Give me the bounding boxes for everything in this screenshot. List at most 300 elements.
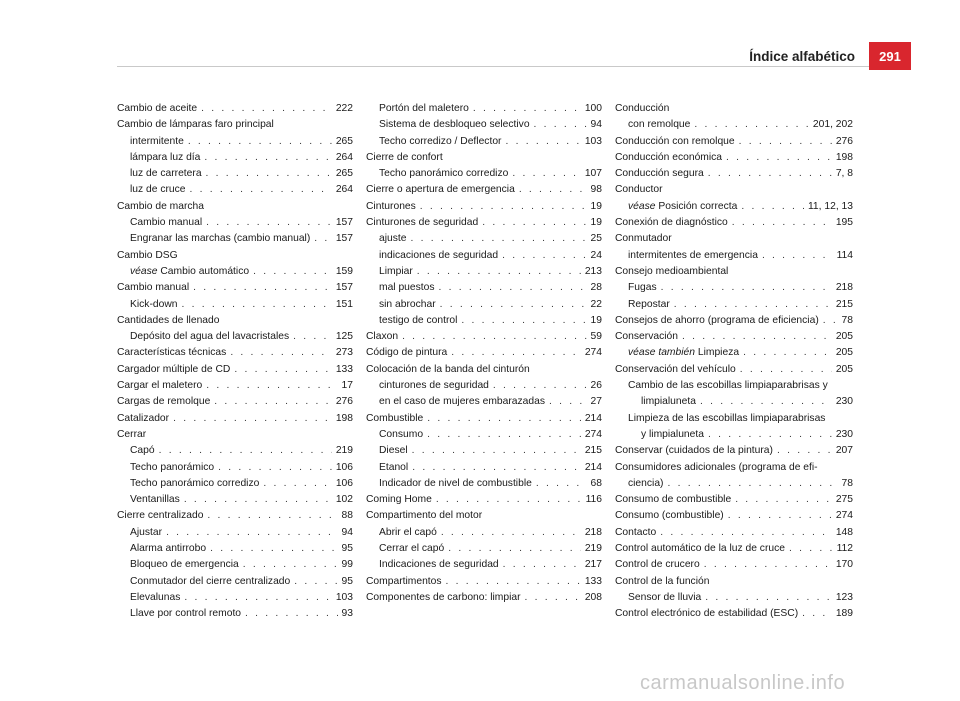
index-entry-label [379,460,408,476]
index-entry [117,362,353,378]
index-entry-label [628,199,737,215]
index-entry-label [615,134,735,150]
index-entry-text: Conexión de diagnóstico [615,217,728,229]
index-page-number: 276 [335,396,353,408]
leader-dots [777,443,832,459]
index-entry-label [615,525,656,541]
leader-dots [682,329,832,345]
index-entry [615,329,853,345]
index-entry-label [628,345,739,361]
index-entry-label [615,231,672,247]
index-page-number: 11, 12, 13 [807,200,853,212]
index-page-number: 208 [584,591,602,603]
index-entry-label [130,460,214,476]
index-page-number: 106 [335,477,353,489]
index-page-number: 103 [335,591,353,603]
leader-dots [207,508,337,524]
index-entry-text: Etanol [379,461,409,473]
leader-dots [206,378,337,394]
index-entry-text: Catalizador [117,412,170,424]
leader-dots [436,492,582,508]
index-entry [366,443,602,459]
index-entry-label [628,411,825,427]
index-entry-label [117,508,203,524]
leader-dots [519,182,587,198]
index-entry [117,182,353,198]
leader-dots [503,557,581,573]
index-page-number: 198 [835,151,853,163]
index-entry [366,557,602,573]
see-reference: véase [628,200,656,212]
index-entry [117,117,353,133]
index-entry-label [615,492,731,508]
index-page-number: 133 [335,363,353,375]
index-page-number: 218 [584,526,602,538]
index-page-number: 205 [835,331,853,343]
leader-dots [417,264,581,280]
leader-dots [206,215,332,231]
index-entry [117,460,353,476]
index-entry [366,427,602,443]
index-entry-text: Características técnicas [117,347,227,359]
see-reference: véase también [628,347,695,359]
index-entry-text: Kick-down [130,298,178,310]
index-entry [615,280,853,296]
index-entry [117,443,353,459]
index-page-number: 275 [835,494,853,506]
index-page-number: 106 [335,461,353,473]
index-entry-text: Consumidores adicionales (programa de efi- [615,461,818,473]
index-entry-text: Conservación [615,331,678,343]
index-entry-label [117,280,189,296]
index-entry-label [130,557,239,573]
index-entry-text: Cambio de las escobillas limpiaparabrisas y [628,380,828,392]
leader-dots [743,345,832,361]
index-entry-text: Compartimentos [366,575,442,587]
index-entry-text: Compartimento del motor [366,510,483,522]
leader-dots [243,557,338,573]
index-entry [615,248,853,264]
index-entry-text: Bloqueo de emergencia [130,559,239,571]
index-page-number: 189 [835,608,853,620]
index-entry-text: y limpialuneta [641,428,704,440]
index-page-number: 17 [341,380,353,392]
index-entry-label [628,476,663,492]
index-entry [117,606,353,622]
index-page-number: 215 [584,445,602,457]
index-entry-text: sin abrochar [379,298,436,310]
index-entry-text: limpialuneta [641,396,696,408]
index-entry-text: Cambio manual [130,217,203,229]
leader-dots [204,150,331,166]
index-entry-label [130,134,184,150]
leader-dots [201,101,332,117]
index-page-number: 59 [590,331,602,343]
index-entry-text: Cinturones [366,200,416,212]
index-entry-text: Repostar [628,298,670,310]
index-entry-text: Coming Home [366,494,432,506]
index-page-number: 274 [835,510,853,522]
index-entry-label [379,264,413,280]
index-entry-label [379,476,532,492]
leader-dots [440,297,587,313]
index-entry-text: ajuste [379,233,407,245]
index-page-number: 205 [835,347,853,359]
leader-dots [823,313,838,329]
index-entry-text: Sistema de desbloqueo selectivo [379,119,530,131]
leader-dots [184,492,332,508]
index-page-number: 114 [836,249,853,261]
index-entry-label [117,117,274,133]
index-entry-label [130,492,180,508]
index-entry-text: Cambio de lámparas faro principal [117,119,274,131]
index-entry [366,541,602,557]
index-entry-text: Consumo [379,428,424,440]
leader-dots [762,248,833,264]
leader-dots [293,329,332,345]
index-entry-text: Limpieza de las escobillas limpiaparabrisas [628,412,826,424]
index-entry [615,378,853,394]
index-entry-text: Elevalunas [130,591,181,603]
index-entry-text: Cierre o apertura de emergencia [366,184,515,196]
index-entry [615,574,853,590]
index-page-number: 78 [841,314,853,326]
index-entry-label [615,166,704,182]
index-page-number: 219 [335,445,353,457]
index-entry-text: Techo panorámico [130,461,215,473]
index-entry-label [379,557,499,573]
index-entry-text: Techo panorámico corredizo [130,477,260,489]
leader-dots [206,166,332,182]
index-entry-text: Cambio de aceite [117,103,198,114]
index-entry-label [130,150,200,166]
leader-dots [473,101,581,117]
index-entry [615,525,853,541]
index-entry-label [615,557,700,573]
index-entry-label [628,378,828,394]
leader-dots [427,427,581,443]
index-entry-label [379,541,444,557]
index-entry [117,329,353,345]
index-page-number: 94 [590,119,602,131]
index-entry [615,231,853,247]
index-entry-text: intermitente [130,135,184,147]
index-entry [366,508,602,524]
index-entry-label [379,248,498,264]
index-entry [117,199,353,215]
index-page-number: 213 [584,265,602,277]
leader-dots [427,411,581,427]
index-entry-label [628,248,758,264]
index-entry-label [117,411,169,427]
index-entry-label [366,215,478,231]
index-entry-label [117,313,219,329]
index-entry [117,378,353,394]
index-entry-text: Capó [130,445,155,457]
leader-dots [446,574,581,590]
index-page-number: 265 [335,135,353,147]
index-entry-label [641,427,704,443]
index-entry [117,508,353,524]
leader-dots [505,134,580,150]
index-entry-label [615,182,663,198]
index-entry [117,297,353,313]
index-entry [366,199,602,215]
index-entry-text: Combustible [366,412,424,424]
index-entry-text: Depósito del agua del lavacristales [130,331,290,343]
index-entry-label [379,525,437,541]
index-entry-text: Control electrónico de estabilidad (ESC) [615,608,799,620]
index-page-number: 214 [584,412,602,424]
index-entry [615,166,853,182]
leader-dots [482,215,586,231]
leader-dots [694,117,809,133]
index-entry-text: Ajustar [130,526,163,538]
leader-dots [661,280,832,296]
index-entry [117,248,353,264]
see-reference: véase [130,265,158,277]
index-entry-label [628,280,657,296]
index-entry-label [130,476,259,492]
index-entry-text: Claxon [366,331,399,343]
leader-dots [735,492,832,508]
index-entry [366,460,602,476]
leader-dots [448,541,581,557]
leader-dots [166,525,337,541]
index-entry-text: Cierre de confort [366,151,443,163]
index-entry [366,150,602,166]
leader-dots [412,460,581,476]
index-entry [615,427,853,443]
index-entry [615,411,853,427]
index-entry-text: Cerrar [117,428,147,440]
index-entry-text: Sensor de lluvia [628,591,702,603]
index-entry-text: en el caso de mujeres embarazadas [379,396,545,408]
index-page-number: 19 [590,200,602,212]
index-entry-label [117,394,210,410]
index-entry-label [130,525,162,541]
index-entry [366,329,602,345]
index-entry-text: Consejo medioambiental [615,265,729,277]
index-entry-label [117,199,204,215]
leader-dots [708,166,832,182]
index-entry [366,378,602,394]
index-entry-label [130,215,202,231]
leader-dots [184,590,331,606]
index-entry-text: Conducción económica [615,151,723,163]
index-entry-text: Consejos de ahorro (programa de eficiencia) [615,314,819,326]
index-entry [366,166,602,182]
index-entry-label [615,313,819,329]
index-page-number: 217 [584,559,602,571]
index-entry-text: Conducción [615,103,670,114]
leader-dots [451,345,581,361]
index-page-number: 148 [835,526,853,538]
index-entry-text: Conservación del vehículo [615,363,736,375]
index-entry-label [615,606,798,622]
page-number-tab: 291 [869,42,911,70]
index-entry-text: Consumo (combustible) [615,510,724,522]
index-entry [615,150,853,166]
index-entry-text: con remolque [628,119,691,131]
leader-dots [294,574,337,590]
index-page-number: 102 [335,494,353,506]
index-entry-label [379,394,545,410]
index-page-number: 218 [835,282,853,294]
index-entry [615,297,853,313]
index-page-number: 274 [584,347,602,359]
index-entry-text: Llave por control remoto [130,608,242,620]
index-entry [366,476,602,492]
index-entry-label [379,280,435,296]
index-entry [117,525,353,541]
leader-dots [536,476,587,492]
index-page-number: 125 [335,331,353,343]
index-page-number: 195 [835,217,853,229]
index-entry-text: luz de carretera [130,168,202,180]
index-page-number: 103 [584,135,602,147]
index-entry-label [130,231,310,247]
leader-dots [660,525,832,541]
index-entry-text: Cargas de remolque [117,396,211,408]
index-entry [366,134,602,150]
index-page-number: 19 [590,217,602,229]
index-entry-label [366,508,482,524]
index-page-number: 22 [590,298,602,310]
index-entry-text: testigo de control [379,314,458,326]
index-entry [366,264,602,280]
index-entry [615,101,853,117]
index-page-number: 264 [335,151,353,163]
index-entry-text: luz de cruce [130,184,186,196]
index-page-number: 68 [590,477,602,489]
index-entry-text: Cargador múltiple de CD [117,363,231,375]
index-entry-label [366,411,423,427]
leader-dots [700,394,832,410]
index-entry-label [628,590,701,606]
index-entry-text: Código de pintura [366,347,448,359]
index-page-number: 26 [590,380,602,392]
index-entry-label [130,329,289,345]
index-entry-text: Cambio manual [117,282,190,294]
index-page-number: 222 [335,103,353,114]
index-entry-label [641,394,696,410]
index-page-number: 207 [835,445,853,457]
index-entry-text: Posición correcta [658,200,738,212]
index-page-number: 151 [335,298,353,310]
leader-dots [789,541,833,557]
index-entry-label [130,182,186,198]
index-entry-label [615,541,785,557]
index-entry-text: Limpiar [379,265,413,277]
index-entry-label [379,443,408,459]
index-entry-label [130,574,290,590]
index-page-number: 214 [584,461,602,473]
index-entry [615,541,853,557]
index-entry-text: Colocación de la banda del cinturón [366,363,530,375]
index-entry [366,313,602,329]
index-entry [615,313,853,329]
index-entry-label [615,508,724,524]
index-page-number: 170 [835,559,853,571]
leader-dots [412,443,581,459]
index-entry-text: Diesel [379,445,408,457]
index-page-number: 28 [590,282,602,294]
leader-dots [667,476,837,492]
leader-dots [314,231,332,247]
index-entry-text: Portón del maletero [379,103,469,114]
leader-dots [741,199,804,215]
leader-dots [534,117,587,133]
index-entry-label [366,150,443,166]
index-page-number: 7, 8 [835,168,853,180]
index-entry [366,345,602,361]
index-entry-label [366,492,432,508]
leader-dots [402,329,586,345]
leader-dots [253,264,332,280]
index-page-number: 27 [590,396,602,408]
index-entry-text: Ventanillas [130,494,180,506]
leader-dots [705,590,832,606]
index-page-number: 265 [335,168,353,180]
index-entry-text: Indicaciones de seguridad [379,559,499,571]
index-entry [117,101,353,117]
index-entry-text: Techo corredizo / Deflector [379,135,502,147]
leader-dots [732,215,832,231]
index-entry-text: Componentes de carbono: limpiar [366,591,521,603]
index-entry [366,297,602,313]
index-entry-text: Cierre centralizado [117,510,204,522]
index-page-number: 230 [835,428,853,440]
leader-dots [245,606,337,622]
index-entry-label [130,264,249,280]
index-entry-label [379,166,508,182]
index-entry [117,574,353,590]
index-entry-text: Cerrar el capó [379,543,445,555]
index-entry-text: Fugas [628,282,657,294]
index-entry [366,590,602,606]
index-entry-label [379,427,423,443]
index-entry-label [379,378,489,394]
index-page-number: 100 [584,103,602,114]
leader-dots [410,231,586,247]
index-page-number: 157 [335,233,353,245]
index-entry [366,231,602,247]
index-entry [117,557,353,573]
index-entry [117,313,353,329]
index-page-number: 93 [341,608,353,620]
index-page-number: 198 [335,412,353,424]
index-entry [117,476,353,492]
index-entry [117,345,353,361]
index-entry [615,508,853,524]
index-entry [117,150,353,166]
index-entry-text: indicaciones de seguridad [379,249,499,261]
index-entry [117,264,353,280]
leader-dots [159,443,332,459]
index-page-number: 25 [590,233,602,245]
index-page-number: 88 [341,510,353,522]
index-entry-label [366,182,515,198]
index-entry [615,476,853,492]
index-page-number: 107 [584,168,602,180]
index-entry-label [615,329,678,345]
index-entry-text: Alarma antirrobo [130,543,207,555]
index-entry-label [117,345,226,361]
index-entry [615,182,853,198]
leader-dots [182,297,332,313]
index-page-number: 116 [585,494,602,506]
